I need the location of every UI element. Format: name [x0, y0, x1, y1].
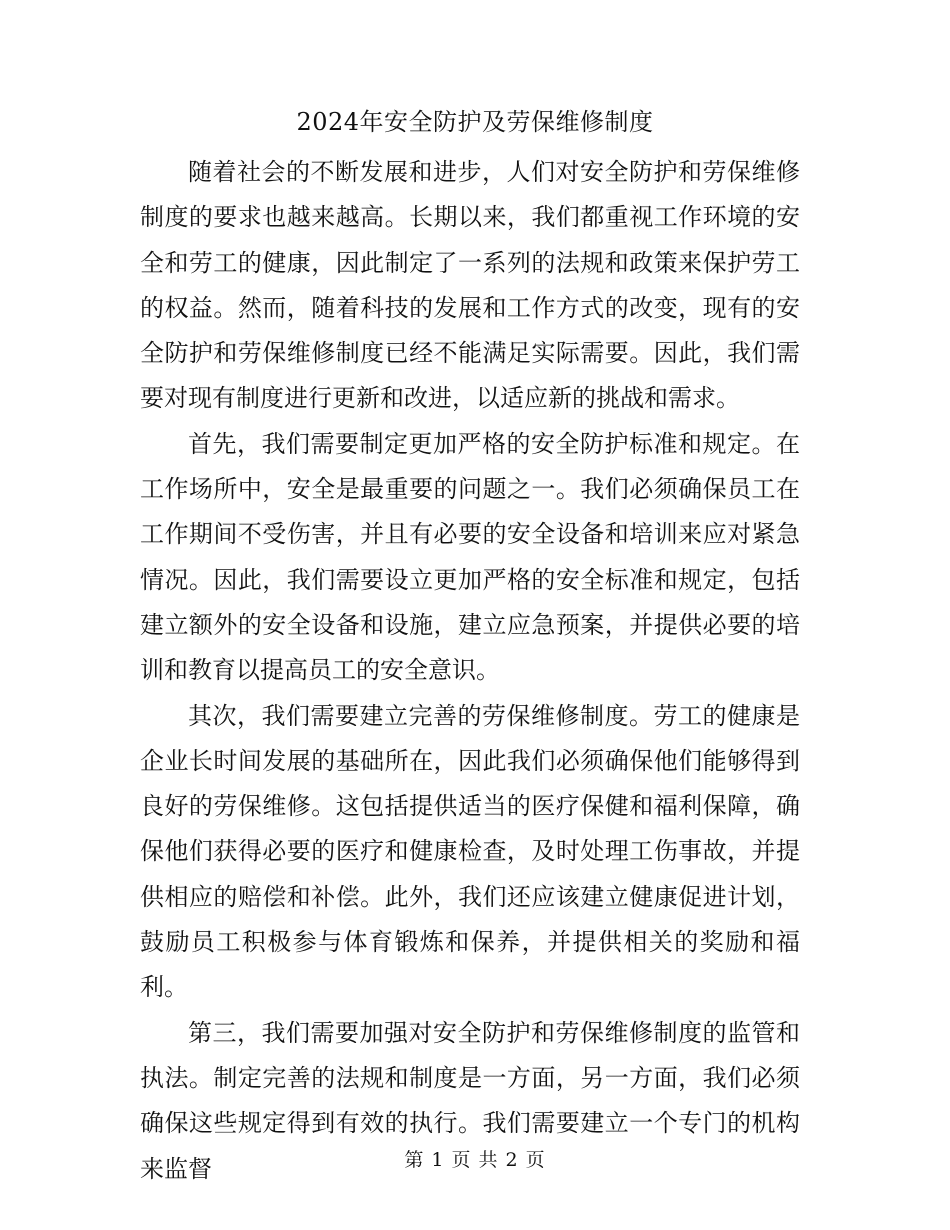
document-body: [140, 150, 800, 1192]
paragraph-supervision: 第三，我们需要加强对安全防护和劳保维修制度的监管和执法。制定完善的法规和制度是一方面，另一方面，我们必须确保这些规定得到有效的执行。我们需要建立一个专门的机构来监督: [140, 1018, 800, 1183]
document-title: 2024年安全防护及劳保维修制度: [296, 108, 654, 136]
paragraph-intro: 随着社会的不断发展和进步，人们对安全防护和劳保维修制度的要求也越来越高。长期以来，我们都重视工作环境的安全和劳工的健康，因此制定了一系列的法规和政策来保护劳工的权益。然而，随着科技的发展和工作方式的改变，现有的安全防护和劳保维修制度已经不能满足实际需要。因此，我们需要对现有制度进行更新和改进，以适应新的挑战和需求。: [140, 158, 800, 413]
paragraph-safety-standards: 首先，我们需要制定更加严格的安全防护标准和规定。在工作场所中，安全是最重要的问题之一。我们必须确保员工在工作期间不受伤害，并且有必要的安全设备和培训来应对紧急情况。因此，我们需要设立更加严格的安全标准和规定，包括建立额外的安全设备和设施，建立应急预案，并提供必要的培训和教育以提高员工的安全意识。: [140, 429, 800, 685]
page-number-footer: 第 1 页 共 2 页: [404, 1149, 546, 1171]
paragraph-labor-protection: 其次，我们需要建立完善的劳保维修制度。劳工的健康是企业长时间发展的基础所在，因此我们必须确保他们能够得到良好的劳保维修。这包括提供适当的医疗保健和福利保障，确保他们获得必要的医疗和健康检查，及时处理工伤事故，并提供相应的赔偿和补偿。此外，我们还应该建立健康促进计划，鼓励员工积极参与体育锻炼和保养，并提供相关的奖励和福利。: [140, 701, 800, 1002]
